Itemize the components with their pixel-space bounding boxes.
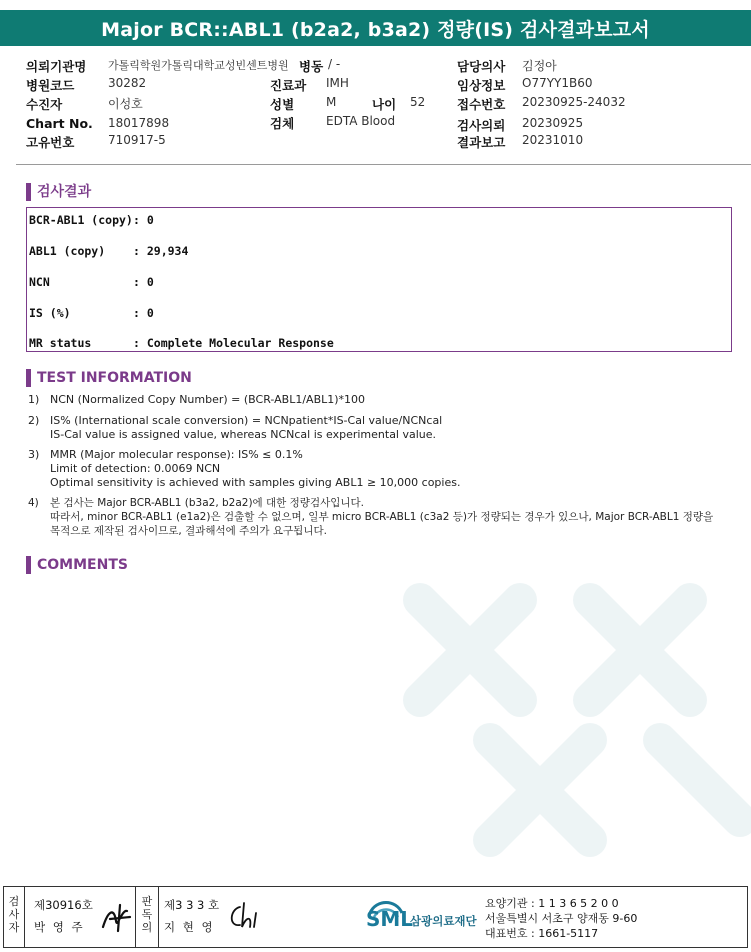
contact-line: 대표번호 : 1661-5117 xyxy=(485,927,599,940)
clinical-info-label: 임상정보 xyxy=(457,78,506,93)
item-number: 3) xyxy=(28,448,40,461)
contact-info xyxy=(485,896,637,941)
result-label: MR status xyxy=(29,336,92,350)
request-date-label: 검사의뢰 xyxy=(457,118,506,133)
item-line: 목적으로 제작된 검사이므로, 결과해석에 주의가 요구됩니다. xyxy=(50,525,327,537)
institution-value: 가톨릭학원가톨릭대학교성빈센트병원 xyxy=(108,59,289,72)
contact-line: 요양기관 : 1 1 3 6 5 2 0 0 xyxy=(485,897,619,910)
result-value: : 0 xyxy=(133,275,154,289)
clinical-info-value: O77YY1B60 xyxy=(522,76,593,90)
test-info-section-title: TEST INFORMATION xyxy=(26,369,192,387)
report-date-value: 20231010 xyxy=(522,133,584,147)
signature-footer xyxy=(3,886,748,948)
test-info-item xyxy=(28,414,728,442)
unique-id-value: 710917-5 xyxy=(108,133,166,147)
dept-value: IMH xyxy=(326,76,349,90)
item-line: Limit of detection: 0.0069 NCN xyxy=(50,462,221,475)
header-divider xyxy=(16,164,751,165)
result-label: BCR-ABL1 (copy) xyxy=(29,213,133,227)
item-line: 본 검사는 Major BCR-ABL1 (b3a2, b2a2)에 대한 정량검사입니다. xyxy=(50,497,365,509)
contact-line: 서울특별시 서초구 양재동 9-60 xyxy=(485,912,638,925)
ward-label: 병동 xyxy=(299,59,324,74)
report-title: Major BCR::ABL1 (b2a2, b3a2) 정량(IS) 검사결과보고서 xyxy=(0,10,751,46)
ward-value: / - xyxy=(328,57,341,71)
specimen-label: 검체 xyxy=(270,116,295,131)
doctor-value: 김정아 xyxy=(522,59,557,73)
label-char: 판 xyxy=(141,895,153,908)
item-line: Optimal sensitivity is achieved with samples giving ABL1 ≥ 10,000 copies. xyxy=(50,476,461,489)
examiner-signature-icon xyxy=(100,901,134,933)
test-info-item xyxy=(28,448,728,490)
approver-signature-icon xyxy=(226,899,264,933)
label-char: 독 xyxy=(141,908,153,921)
item-line: 따라서, minor BCR-ABL1 (e1a2)은 검출할 수 없으며, 일부 micro BCR-ABL1 (c3a2 등)가 정량되는 경우가 있으나, Major BCR-ABL1 정량을 xyxy=(50,511,714,523)
hospital-code-label: 병원코드 xyxy=(26,78,75,93)
report-date-label: 결과보고 xyxy=(457,135,506,150)
patient-label: 수진자 xyxy=(26,97,63,112)
label-char: 자 xyxy=(8,921,20,934)
chart-no-label: Chart No. xyxy=(26,116,93,131)
result-value: : 29,934 xyxy=(133,244,189,258)
dept-label: 진료과 xyxy=(270,78,307,93)
result-label: ABL1 (copy) xyxy=(29,244,106,258)
comments-section-title: COMMENTS xyxy=(26,556,128,574)
item-line: NCN (Normalized Copy Number) = (BCR-ABL1/ABL1)*100 xyxy=(50,393,366,406)
patient-value: 이성호 xyxy=(108,97,143,111)
logo-name: 삼광의료재단 xyxy=(410,914,477,928)
age-label: 나이 xyxy=(372,97,397,112)
examiner-label-cell xyxy=(4,887,25,947)
item-line: MMR (Major molecular response): IS% ≤ 0.1% xyxy=(50,448,303,461)
sex-value: M xyxy=(326,95,337,109)
item-line: IS-Cal value is assigned value, whereas NCNcal is experimental value. xyxy=(50,428,437,441)
results-section-title: 검사결과 xyxy=(26,183,91,201)
approver-label xyxy=(141,895,153,934)
examiner-label xyxy=(8,895,20,934)
specimen-value: EDTA Blood xyxy=(326,114,396,128)
item-number: 4) xyxy=(28,497,39,509)
label-char: 사 xyxy=(8,908,20,921)
age-value: 52 xyxy=(410,95,426,109)
test-info-item xyxy=(28,496,728,538)
result-label: IS (%) xyxy=(29,306,71,320)
item-number: 1) xyxy=(28,393,40,406)
examiner-name: 박 영 주 xyxy=(34,920,85,934)
approver-id: 제3 3 3 호 xyxy=(164,898,220,912)
receipt-no-label: 접수번호 xyxy=(457,97,506,112)
examiner-id: 제30916호 xyxy=(34,898,93,912)
item-line: IS% (International scale conversion) = NCNpatient*IS-Cal value/NCNcal xyxy=(50,414,443,427)
result-value: : 0 xyxy=(133,306,154,320)
watermark-cross-icon xyxy=(380,560,751,880)
receipt-no-value: 20230925-24032 xyxy=(522,95,626,109)
doctor-label: 담당의사 xyxy=(457,59,506,74)
logo-text: SML xyxy=(366,907,414,931)
chart-no-value: 18017898 xyxy=(108,116,170,130)
results-box xyxy=(26,207,732,352)
label-char: 의 xyxy=(141,921,153,934)
hospital-code-value: 30282 xyxy=(108,76,147,90)
label-char: 검 xyxy=(8,895,20,908)
result-label: NCN xyxy=(29,275,50,289)
unique-id-label: 고유번호 xyxy=(26,135,75,150)
request-date-value: 20230925 xyxy=(522,116,584,130)
test-info-item xyxy=(28,393,728,407)
result-value: : 0 xyxy=(133,213,154,227)
approver-name: 지 현 영 xyxy=(164,920,215,934)
approver-label-cell xyxy=(135,887,159,947)
item-number: 2) xyxy=(28,414,40,427)
institution-label: 의뢰기관명 xyxy=(26,59,87,74)
result-value: : Complete Molecular Response xyxy=(133,336,334,350)
sex-label: 성별 xyxy=(270,97,295,112)
